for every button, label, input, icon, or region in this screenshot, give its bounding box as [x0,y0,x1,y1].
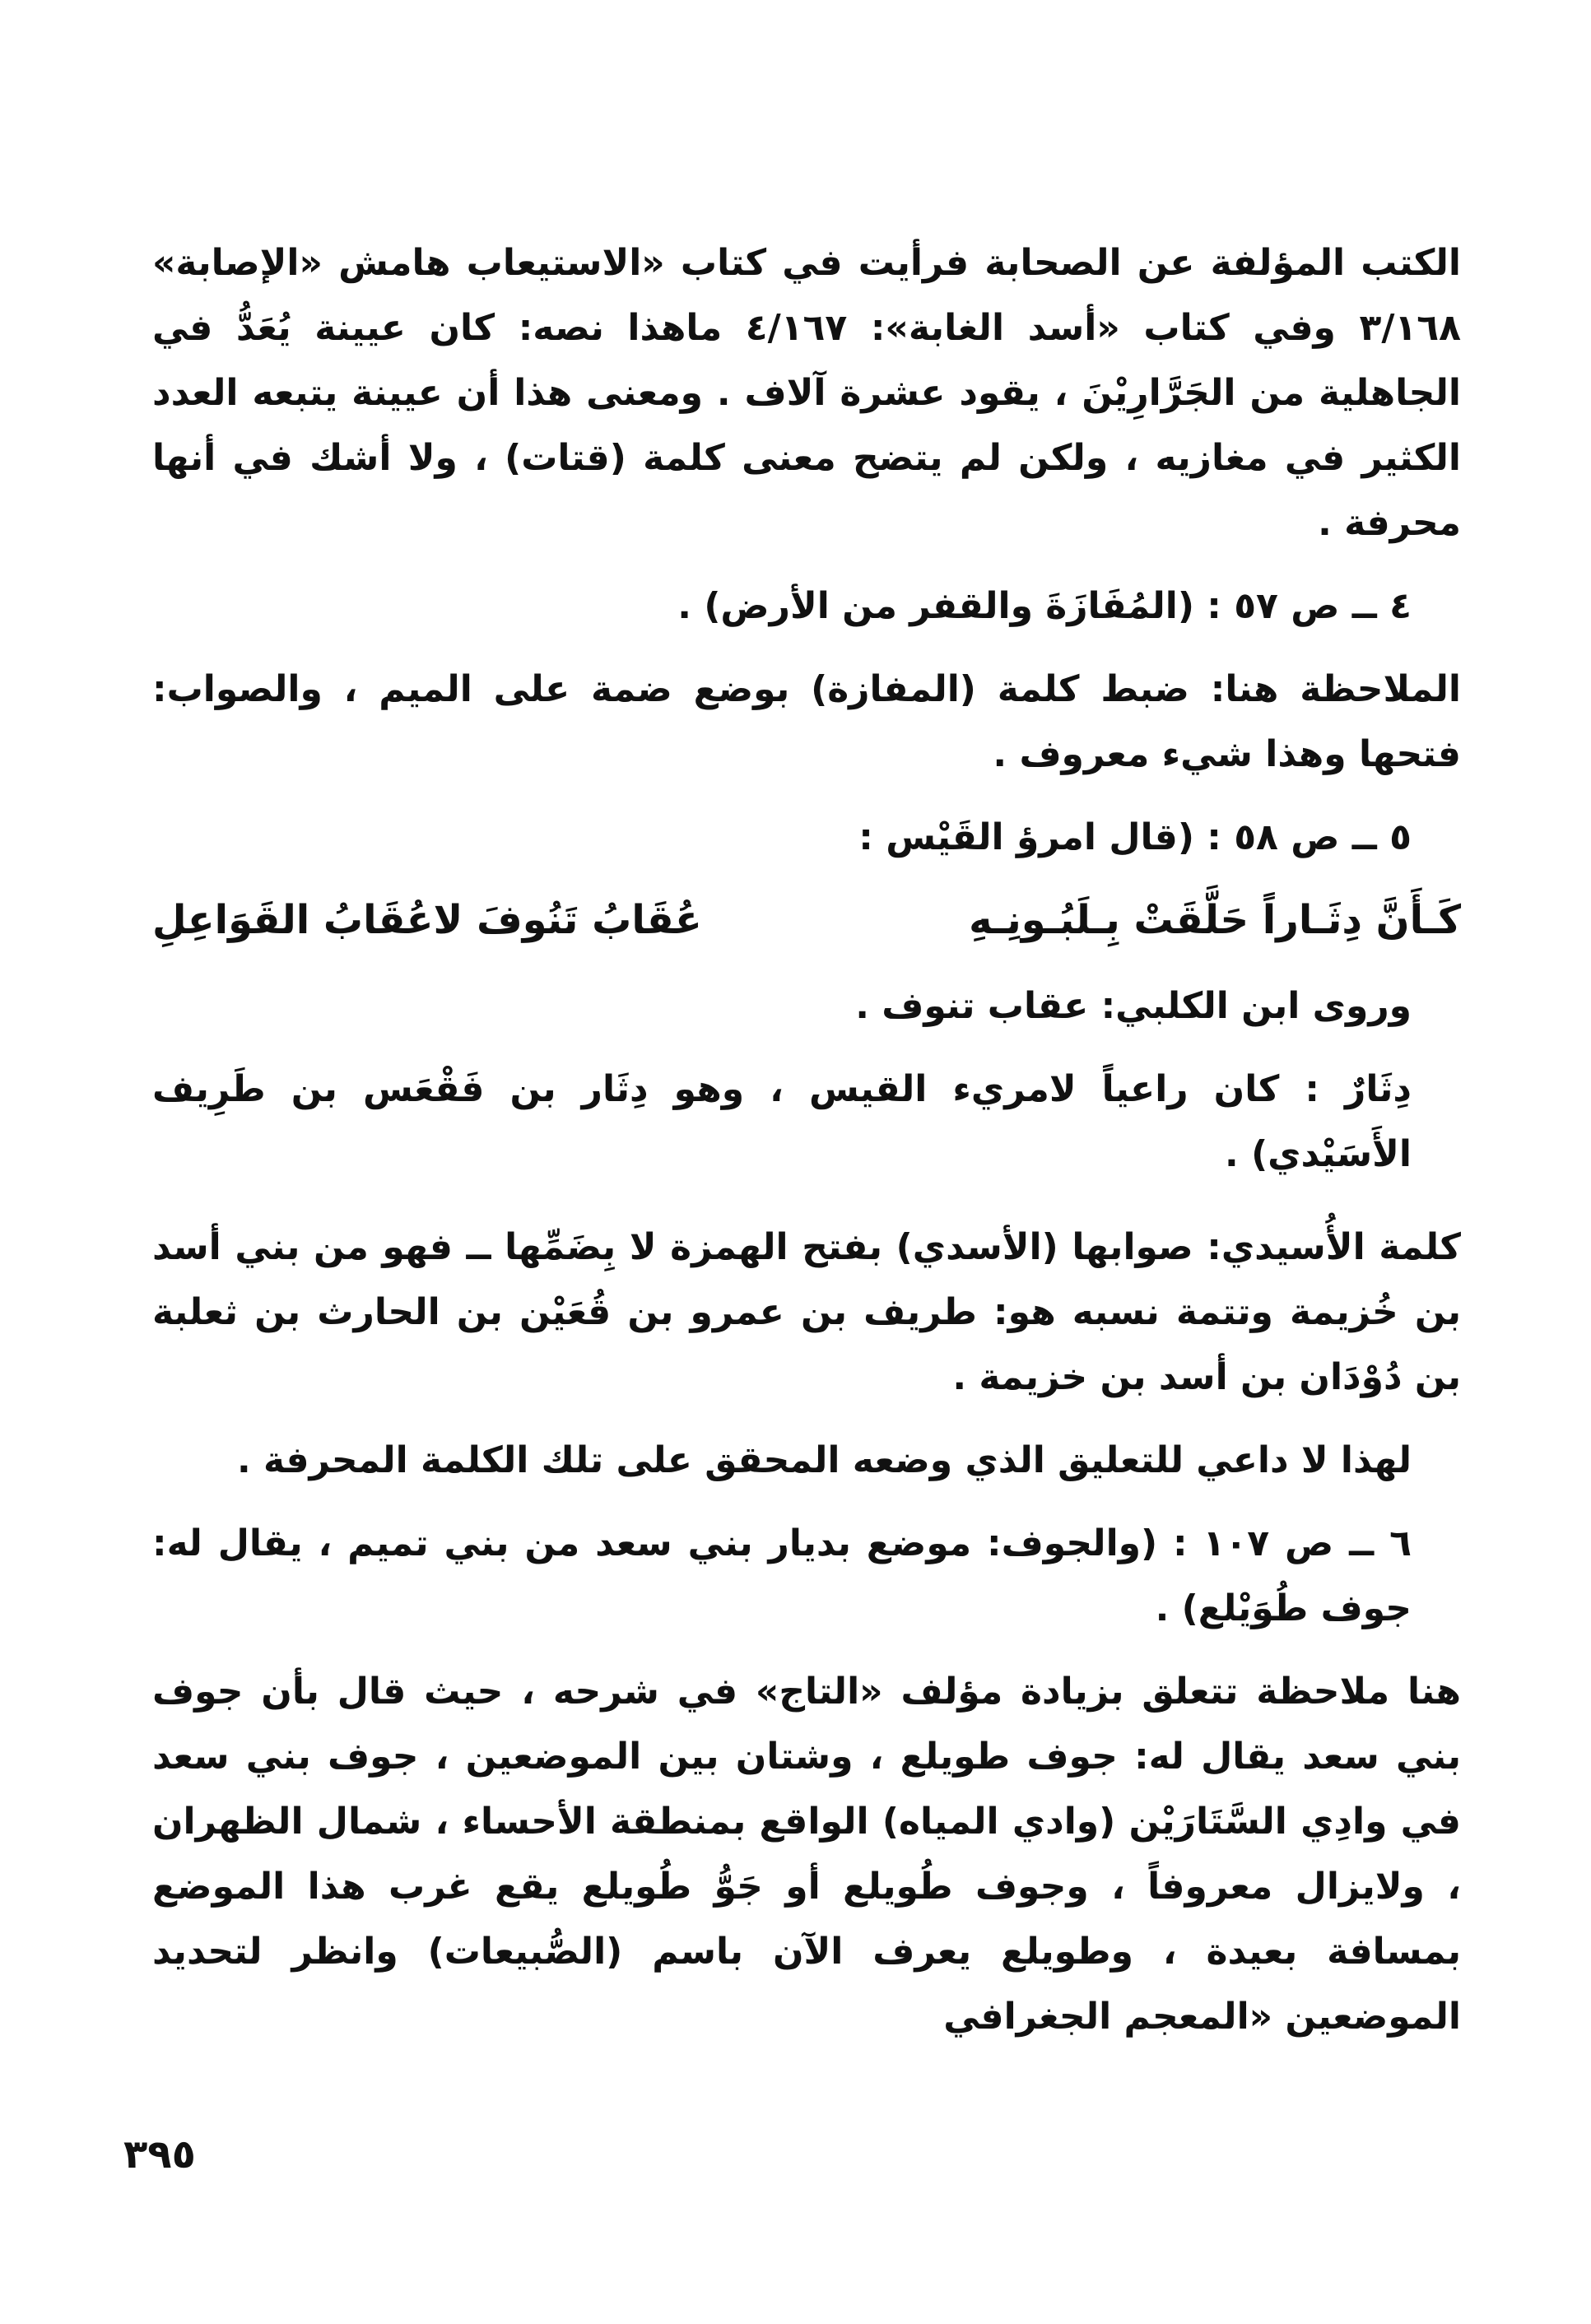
verse-first-hemistich: كَـأَنَّ دِثَـاراً حَلَّقَتْ بِـلَبُـونِـهِ [969,897,1461,943]
item-5-heading: ٥ ــ ص ٥٨ : (قال امرؤ القَيْس : [858,816,1412,858]
item-6-heading: ٦ ــ ص ١٠٧ : (والجوف: موضع بديار بني سعد من بني تميم ، يقال له: جوف طُوَيْلع) . [152,1522,1412,1629]
poem-verse [152,885,1461,955]
item-4-heading: ٤ ــ ص ٥٧ : (المُفَازَةَ والقفر من الأرض) . [677,585,1412,627]
paragraph-kalbi-variant: وروى ابن الكلبي: عقاب تنوف . [855,985,1412,1027]
page-body [152,230,1461,2049]
paragraph-jawf-note: هنا ملاحظة تتعلق بزيادة مؤلف «التاج» في شرحه ، حيث قال بأن جوف بني سعد يقال له: جوف طويلع ، وشتان بين الموضعين ، جوف بني سعد في وادِي السَّتَارَيْن (وادي المياه) الواقع بمنطقة الأحساء ، شمال الظهران ، ولايزال معروفاً ، وجوف طُويلع أو جَوُّ طُويلع يقع غرب هذا الموضع بمسافة بعيدة ، وطويلع يعرف الآن باسم (الصُّبيعات) وانظر لتحديد الموضعين «المعجم الجغرافي [152,1671,1461,2038]
paragraph-dithar: دِثَارٌ : كان راعياً لامريء القيس ، وهو دِثَار بن فَقْعَس بن طَرِيف الأَسَيْدي) . [152,1068,1412,1175]
paragraph-no-need: لهذا لا داعي للتعليق الذي وضعه المحقق على تلك الكلمة المحرفة . [236,1439,1412,1481]
page-number: ٣٩٥ [123,2131,196,2178]
paragraph-mafaza-note: الملاحظة هنا: ضبط كلمة (المفازة) بوضع ضمة على الميم ، والصواب: فتحها وهذا شيء معروف . [152,668,1461,775]
verse-second-hemistich: عُقَابُ تَنُوفَ لاعُقَابُ القَوَاعِلِ [152,897,702,943]
paragraph-intro: الكتب المؤلفة عن الصحابة فرأيت في كتاب «الاستيعاب هامش «الإصابة» ٣/١٦٨ وفي كتاب «أسد الغابة»: ٤/١٦٧ ماهذا نصه: كان عيينة يُعَدُّ في الجاهلية من الجَرَّارِيْنَ ، يقود عشرة آلاف . ومعنى هذا أن عيينة يتبعه العدد الكثير في مغازيه ، ولكن لم يتضح معنى كلمة (قتات) ، ولا أشك في أنها محرفة . [152,242,1461,544]
paragraph-asadi-correction: كلمة الأُسيدي: صوابها (الأسدي) بفتح الهمزة لا بِضَمِّها ــ فهو من بني أسد بن خُزيمة وتتمة نسبه هو: طريف بن عمرو بن قُعَيْن بن الحارث بن ثعلبة بن دُوْدَان بن أسد بن خزيمة . [152,1226,1461,1398]
